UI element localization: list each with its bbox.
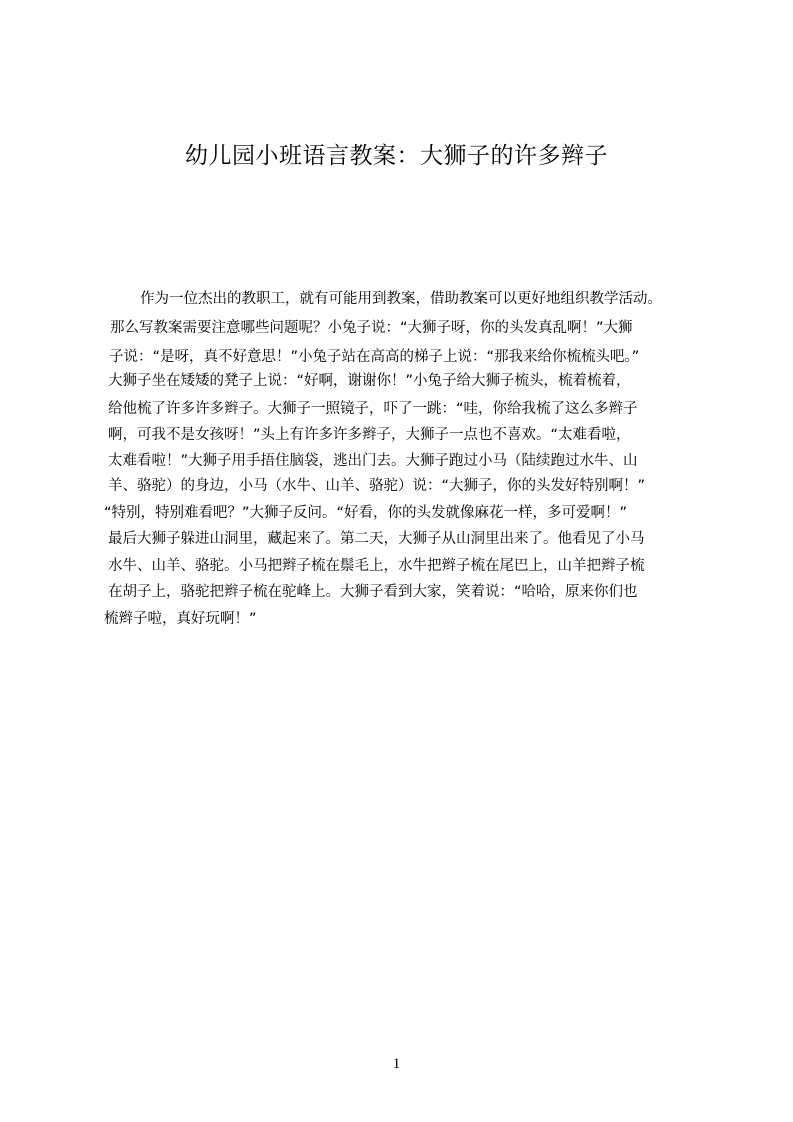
page-number: 1 (392, 1056, 401, 1072)
body-line-3: 子说：“是呀，真不好意思！”小兔子站在高高的梯子上说：“那我来给你梳梳头吧。” (109, 349, 640, 365)
body-line-7: 太难看啦！”大狮子用手捂住脑袋，逃出门去。大狮子跑过小马（陆续跑过水牛、山 (108, 453, 638, 469)
body-line-13: 梳辫子啦，真好玩啊！” (104, 611, 257, 627)
body-line-8: 羊、骆驼）的身边，小马（水牛、山羊、骆驼）说：“大狮子，你的头发好特别啊！” (108, 478, 646, 494)
body-line-5: 给他梳了许多许多辫子。大狮子一照镜子，吓了一跳：“哇，你给我梳了这么多辫子 (108, 401, 638, 417)
body-line-9: “特别，特别难看吧？”大狮子反问。“好看，你的头发就像麻花一样，多可爱啊！” (104, 505, 628, 521)
body-line-11: 水牛、山羊、骆驼。小马把辫子梳在鬃毛上，水牛把辫子梳在尾巴上，山羊把辫子梳 (108, 558, 645, 574)
body-line-6: 啊，可我不是女孩呀！”头上有许多许多辫子，大狮子一点也不喜欢。“太难看啦， (108, 427, 631, 443)
body-line-2: 那么写教案需要注意哪些问题呢？小兔子说：“大狮子呀，你的头发真乱啊！”大狮 (110, 320, 633, 336)
body-line-10: 最后大狮子躲进山洞里，藏起来了。第二天，大狮子从山洞里出来了。他看见了小马 (108, 531, 645, 547)
body-line-1: 作为一位杰出的教职工，就有可能用到教案，借助教案可以更好地组织教学活动。 (140, 291, 662, 307)
body-line-12: 在胡子上，骆驼把辫子梳在驼峰上。大狮子看到大家，笑着说：“哈哈，原来你们也 (108, 584, 638, 600)
body-line-4: 大狮子坐在矮矮的凳子上说：“好啊，谢谢你！”小兔子给大狮子梳头，梳着梳着， (108, 373, 631, 389)
document-title: 幼儿园小班语言教案：大狮子的许多辫子 (185, 143, 608, 169)
